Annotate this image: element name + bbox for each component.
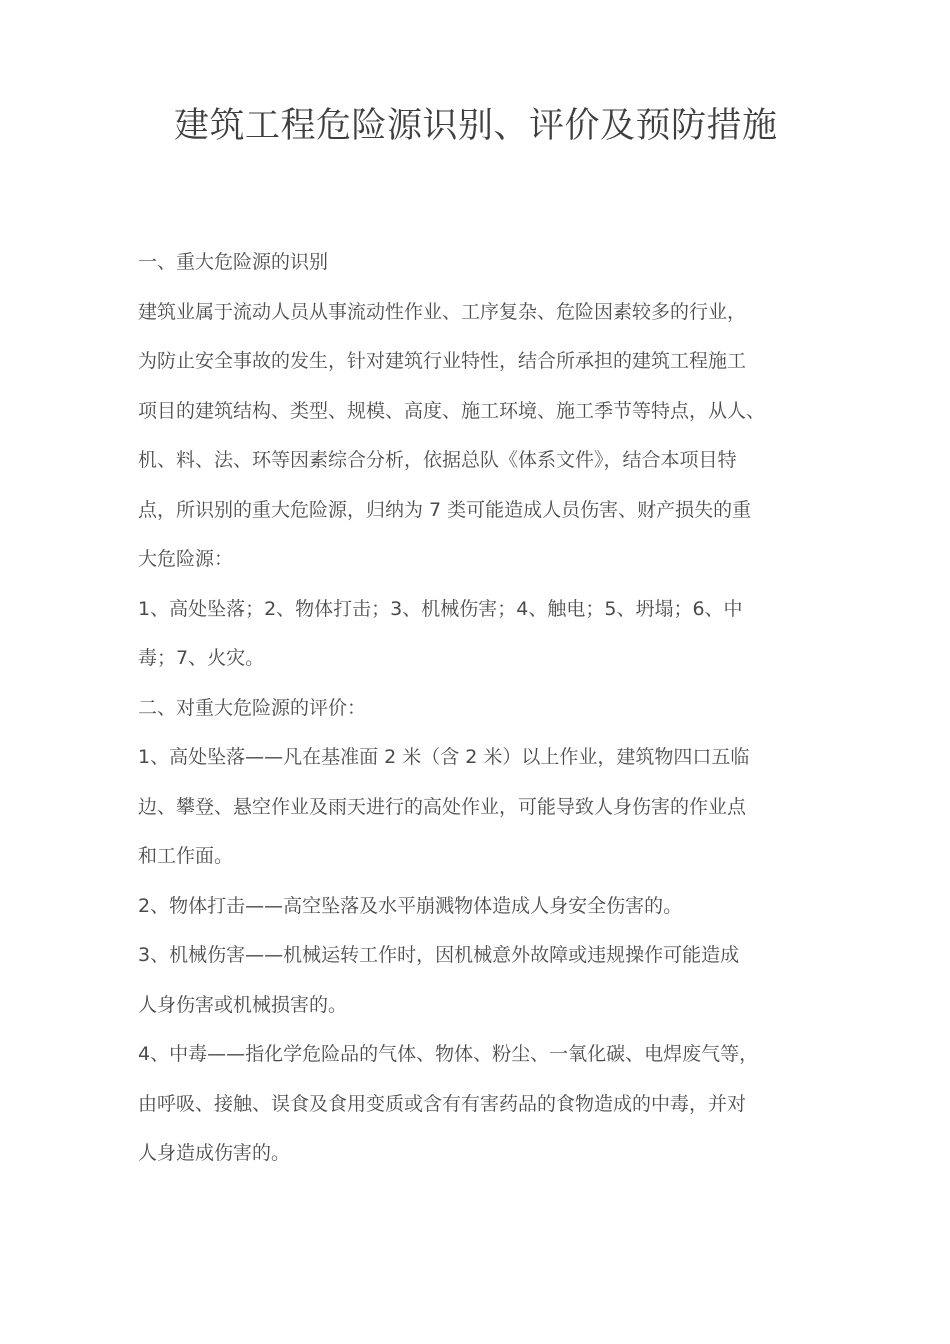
paragraph-line: 大危险源： [138, 548, 234, 570]
evaluation-item-line: 3、机械伤害——机械运转工作时，因机械意外故障或违规操作可能造成 [138, 944, 740, 966]
evaluation-item-line: 由呼吸、接触、误食及食用变质或含有有害药品的食物造成的中毒，并对 [138, 1092, 747, 1115]
evaluation-item-line: 2、物体打击——高空坠落及水平崩溅物体造成人身安全伤害的。 [138, 894, 683, 917]
paragraph-line: 为防止安全事故的发生，针对建筑行业特性，结合所承担的建筑工程施工 [138, 350, 747, 372]
hazard-list-line: 1、高处坠落；2、物体打击；3、机械伤害；4、触电；5、坍塌；6、中 [138, 597, 743, 620]
section-heading-identification: 一、重大危险源的识别 [138, 251, 329, 273]
evaluation-item-line: 人身伤害或机械损害的。 [138, 993, 348, 1016]
evaluation-item-line: 和工作面。 [138, 845, 234, 867]
paragraph-line: 机、料、法、环等因素综合分析，依据总队《体系文件》，结合本项目特 [138, 449, 737, 471]
section-heading-evaluation: 二、对重大危险源的评价： [138, 696, 367, 719]
evaluation-item-line: 人身造成伤害的。 [138, 1142, 291, 1164]
document-title: 建筑工程危险源识别、评价及预防措施 [174, 106, 778, 146]
paragraph-line: 项目的建筑结构、类型、规模、高度、施工环境、施工季节等特点，从人、 [138, 399, 766, 422]
paragraph-line: 建筑业属于流动人员从事流动性作业、工序复杂、危险因素较多的行业， [138, 300, 747, 323]
hazard-list-line: 毒；7、火灾。 [138, 647, 265, 669]
evaluation-item-line: 1、高处坠落——凡在基准面 2 米（含 2 米）以上作业，建筑物四口五临 [138, 746, 750, 768]
document-body [138, 238, 828, 1179]
evaluation-item-line: 边、攀登、悬空作业及雨天进行的高处作业，可能导致人身伤害的作业点 [138, 795, 747, 818]
evaluation-item-line: 4、中毒——指化学危险品的气体、物体、粉尘、一氧化碳、电焊废气等， [138, 1043, 759, 1065]
paragraph-line: 点，所识别的重大危险源，归纳为 7 类可能造成人员伤害、财产损失的重 [138, 498, 752, 521]
